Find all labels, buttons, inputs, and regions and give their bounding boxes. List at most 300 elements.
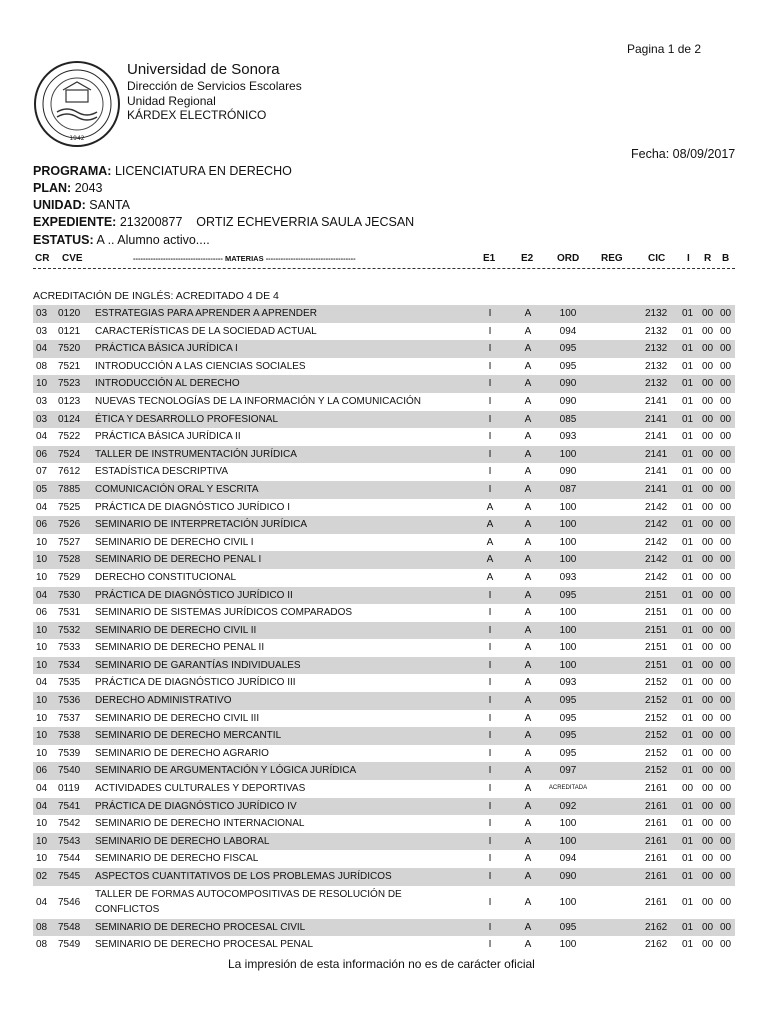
cell-cve: 7524 [58,448,81,460]
cell-b: 00 [720,695,732,707]
cell-mat: SEMINARIO DE ARGUMENTACIÓN Y LÓGICA JURÍDICA [95,765,357,777]
cell-r: 00 [702,607,714,619]
cell-cve: 7544 [58,853,81,865]
cell-b: 00 [720,677,732,689]
cell-e2: A [524,939,532,951]
cell-cr: 10 [35,554,48,566]
cell-r: 00 [702,921,714,933]
cell-e2: A [524,730,532,742]
cell-cve: 7543 [58,835,81,847]
cell-cve: 7528 [58,554,81,566]
cell-e2: A [524,783,532,795]
cell-r: 00 [702,800,714,812]
cell-e1: I [488,730,492,742]
cell-cr: 04 [35,589,48,601]
cell-ord: 093 [559,431,577,443]
cell-cic: 2161 [645,800,668,812]
cell-b: 00 [720,871,732,882]
cell-cic: 2161 [645,818,668,830]
cell-ord: 100 [559,448,577,460]
cell-b: 00 [720,308,732,319]
cell-mat: SEMINARIO DE DERECHO LABORAL [95,835,270,847]
cell-cve: 7536 [58,695,81,707]
cell-cr: 10 [35,571,48,583]
cell-mat: TALLER DE FORMAS AUTOCOMPOSITIVAS DE RESOLUCIÓN DE CONFLICTOS [95,888,402,915]
table-row [33,516,735,534]
cell-e1: I [488,378,492,390]
table-row [33,780,735,798]
cell-cve: 7535 [58,677,81,689]
cell-r: 00 [702,378,714,390]
cell-cve: 0124 [58,413,81,425]
cell-r: 00 [702,853,714,865]
cell-ord: 100 [559,642,577,654]
cell-i: 01 [682,308,694,319]
cell-b: 00 [720,624,732,636]
cell-r: 00 [702,730,714,742]
cell-i: 01 [682,325,694,337]
cell-e2: A [524,413,532,425]
col-cve: CVE [62,253,83,264]
table-row [33,428,735,446]
cell-cr: 10 [35,624,48,636]
cell-cic: 2152 [645,747,668,759]
cell-e2: A [524,677,532,689]
cell-i: 01 [682,765,694,777]
cell-b: 00 [720,431,732,443]
col-e1: E1 [483,253,496,264]
table-row [33,622,735,640]
cell-mat: INTRODUCCIÓN AL DERECHO [95,378,240,390]
cell-r: 00 [702,431,714,443]
cell-r: 00 [702,308,714,319]
cell-cve: 7529 [58,571,81,583]
cell-r: 00 [702,747,714,759]
seal-year: 1942 [69,135,85,142]
cell-b: 00 [720,448,732,460]
cell-e2: A [524,448,532,460]
cell-r: 00 [702,343,714,355]
table-row [33,886,735,919]
cell-cr: 10 [35,730,48,742]
cell-cve: 7523 [58,378,81,390]
header-divider [33,268,735,269]
cell-i: 01 [682,624,694,636]
plan-line [33,181,103,195]
cell-cve: 7527 [58,536,81,548]
cell-b: 00 [720,519,732,531]
cell-mat: SEMINARIO DE DERECHO PROCESAL PENAL [95,939,314,951]
cell-b: 00 [720,853,732,865]
document-title: KÁRDEX ELECTRÓNICO [127,108,267,122]
cell-r: 00 [702,325,714,337]
cell-cic: 2142 [645,519,668,531]
table-row [33,936,735,954]
cell-cve: 7521 [58,360,81,372]
english-accreditation: ACREDITACIÓN DE INGLÉS: ACREDITADO 4 DE 4 [33,290,279,302]
cell-e2: A [524,466,532,478]
programa-line [33,164,292,178]
cell-ord: 093 [559,677,577,689]
cell-e2: A [524,431,532,443]
cell-cic: 2161 [645,835,668,847]
cell-r: 00 [702,448,714,460]
cell-e1: I [488,448,492,460]
cell-ord: 100 [559,659,577,671]
unit-name: Unidad Regional [127,94,216,108]
cell-cve: 0121 [58,325,81,337]
cell-i: 01 [682,343,694,355]
cell-cic: 2161 [645,871,668,882]
cell-b: 00 [720,730,732,742]
cell-r: 00 [702,554,714,566]
table-row [33,850,735,868]
cell-cic: 2152 [645,765,668,777]
cell-e2: A [524,536,532,548]
cell-e1: A [486,571,494,583]
cell-r: 00 [702,536,714,548]
cell-e2: A [524,853,532,865]
cell-cr: 04 [35,783,48,795]
cell-e1: I [488,695,492,707]
cell-b: 00 [720,642,732,654]
cell-cic: 2151 [645,642,668,654]
cell-e2: A [524,360,532,372]
cell-mat: ASPECTOS CUANTITATIVOS DE LOS PROBLEMAS JURÍDICOS [95,871,392,882]
cell-cic: 2141 [645,413,668,425]
cell-cic: 2142 [645,501,668,513]
cell-ord: 085 [559,413,577,425]
cell-r: 00 [702,519,714,531]
cell-cve: 7538 [58,730,81,742]
cell-cr: 03 [35,308,48,319]
cell-e2: A [524,642,532,654]
table-row [33,340,735,358]
cell-i: 01 [682,536,694,548]
cell-r: 00 [702,571,714,583]
cell-e1: I [488,747,492,759]
table-row [33,639,735,657]
cell-ord: 100 [559,536,577,548]
cell-mat: INTRODUCCIÓN A LAS CIENCIAS SOCIALES [95,360,306,372]
cell-cic: 2151 [645,589,668,601]
university-seal-logo [33,60,121,148]
table-row [33,868,735,886]
cell-i: 01 [682,677,694,689]
cell-ord: 100 [559,818,577,830]
cell-e1: I [488,835,492,847]
cell-e1: I [488,431,492,443]
cell-e2: A [524,483,532,495]
table-row [33,499,735,517]
table-row [33,323,735,341]
cell-r: 00 [702,624,714,636]
cell-e1: I [488,783,492,795]
cell-cve: 7549 [58,939,81,951]
cell-cve: 7522 [58,431,81,443]
cell-cr: 10 [35,659,48,671]
cell-i: 01 [682,818,694,830]
cell-cve: 7540 [58,765,81,777]
table-row [33,692,735,710]
cell-cr: 10 [35,853,48,865]
cell-cic: 2141 [645,395,668,407]
cell-cic: 2162 [645,939,668,951]
cell-b: 00 [720,921,732,933]
cell-mat: SEMINARIO DE SISTEMAS JURÍDICOS COMPARADOS [95,607,353,619]
cell-ord: 092 [559,800,577,812]
cell-r: 00 [702,939,714,951]
cell-mat: TALLER DE INSTRUMENTACIÓN JURÍDICA [95,448,297,460]
cell-b: 00 [720,765,732,777]
cell-cve: 7531 [58,607,81,619]
cell-ord: 100 [559,607,577,619]
cell-i: 01 [682,519,694,531]
cell-e2: A [524,325,532,337]
cell-i: 01 [682,939,694,951]
col-b: B [722,253,730,264]
col-cic: CIC [648,253,666,264]
cell-cr: 08 [35,360,48,372]
cell-ord: 093 [559,571,577,583]
cell-r: 00 [702,871,714,882]
cell-b: 00 [720,835,732,847]
cell-e1: I [488,308,492,319]
cell-cic: 2151 [645,607,668,619]
cell-cr: 03 [35,325,48,337]
cell-cve: 7545 [58,871,81,882]
cell-e1: A [486,554,494,566]
cell-e2: A [524,519,532,531]
cell-i: 01 [682,747,694,759]
cell-e1: I [488,360,492,372]
cell-r: 00 [702,413,714,425]
cell-r: 00 [702,818,714,830]
cell-ord: 095 [559,695,577,707]
cell-e1: I [488,413,492,425]
cell-b: 00 [720,483,732,495]
cell-b: 00 [720,395,732,407]
cell-r: 00 [702,896,714,908]
cell-r: 00 [702,659,714,671]
cell-e2: A [524,571,532,583]
cell-ord: 100 [559,501,577,513]
cell-b: 00 [720,747,732,759]
table-row [33,587,735,605]
cell-mat: COMUNICACIÓN ORAL Y ESCRITA [95,483,259,495]
cell-e1: I [488,712,492,724]
cell-cr: 10 [35,712,48,724]
cell-cic: 2142 [645,536,668,548]
cell-mat: SEMINARIO DE DERECHO PENAL II [95,642,265,654]
cell-e2: A [524,624,532,636]
cell-cic: 2151 [645,624,668,636]
cell-ord: 090 [559,466,577,478]
cell-cve: 7546 [58,896,81,908]
cell-mat: SEMINARIO DE DERECHO CIVIL III [95,712,260,724]
cell-mat: SEMINARIO DE DERECHO PROCESAL CIVIL [95,921,306,933]
estatus-label: ESTATUS: [33,233,94,247]
cell-e1: I [488,800,492,812]
cell-ord: 095 [559,360,577,372]
table-row [33,375,735,393]
cell-cve: 7530 [58,589,81,601]
cell-cic: 2132 [645,360,668,372]
cell-e2: A [524,835,532,847]
cell-cic: 2162 [645,921,668,933]
cell-cic: 2132 [645,325,668,337]
cell-cr: 10 [35,536,48,548]
cell-ord: 090 [559,871,577,882]
cell-e1: I [488,642,492,654]
cell-e2: A [524,378,532,390]
cell-mat: CARACTERÍSTICAS DE LA SOCIEDAD ACTUAL [95,325,317,337]
cell-mat: SEMINARIO DE INTERPRETACIÓN JURÍDICA [95,519,308,531]
cell-i: 01 [682,466,694,478]
cell-mat: SEMINARIO DE DERECHO CIVIL I [95,536,254,548]
table-row [33,798,735,816]
cell-e1: I [488,483,492,495]
cell-e1: I [488,466,492,478]
cell-cve: 0120 [58,308,81,319]
cell-i: 01 [682,712,694,724]
cell-i: 01 [682,589,694,601]
cell-r: 00 [702,677,714,689]
cell-e1: I [488,659,492,671]
estatus-value: A .. Alumno activo.... [96,233,210,247]
cell-cr: 10 [35,747,48,759]
col-ord: ORD [557,253,580,264]
cell-ord: 100 [559,308,577,319]
cell-cr: 04 [35,343,48,355]
col-materias: ------------------------------------ MATERIAS ------------------------------------ [133,254,356,263]
cell-cve: 7525 [58,501,81,513]
cell-mat: ESTRATEGIAS PARA APRENDER A APRENDER [95,308,317,319]
cell-e2: A [524,896,532,908]
table-row [33,604,735,622]
cell-cr: 06 [35,448,48,460]
cell-cic: 2152 [645,677,668,689]
cell-i: 01 [682,871,694,882]
cell-cr: 10 [35,695,48,707]
cell-b: 00 [720,712,732,724]
programa-label: PROGRAMA: [33,164,112,178]
cell-b: 00 [720,554,732,566]
table-row [33,411,735,429]
plan-label: PLAN: [33,181,72,195]
cell-ord: 100 [559,554,577,566]
cell-cic: 2152 [645,730,668,742]
cell-cic: 2161 [645,853,668,865]
cell-mat: DERECHO ADMINISTRATIVO [95,695,232,707]
cell-i: 01 [682,896,694,908]
cell-cve: 7533 [58,642,81,654]
cell-mat: ESTADÍSTICA DESCRIPTIVA [95,466,228,478]
cell-i: 01 [682,360,694,372]
cell-cr: 04 [35,501,48,513]
cell-cr: 04 [35,896,48,908]
cell-mat: PRÁCTICA DE DIAGNÓSTICO JURÍDICO I [95,501,291,513]
cell-e1: I [488,818,492,830]
cell-cr: 02 [35,871,48,882]
cell-ord: 095 [559,712,577,724]
cell-cve: 7548 [58,921,81,933]
table-row [33,710,735,728]
cell-e2: A [524,921,532,933]
cell-i: 01 [682,800,694,812]
cell-b: 00 [720,360,732,372]
cell-ord: 095 [559,730,577,742]
cell-i: 01 [682,695,694,707]
cell-r: 00 [702,765,714,777]
cell-i: 01 [682,730,694,742]
cell-e2: A [524,695,532,707]
cell-i: 01 [682,607,694,619]
cell-cr: 10 [35,835,48,847]
cell-r: 00 [702,395,714,407]
cell-b: 00 [720,571,732,583]
cell-b: 00 [720,413,732,425]
plan-value: 2043 [74,181,103,195]
cell-e1: I [488,921,492,933]
cell-e1: I [488,939,492,951]
cell-cic: 2132 [645,378,668,390]
cell-b: 00 [720,343,732,355]
col-cr: CR [35,253,50,264]
cell-mat: SEMINARIO DE DERECHO CIVIL II [95,624,257,636]
table-row [33,674,735,692]
cell-e1: I [488,589,492,601]
cell-cic: 2141 [645,483,668,495]
cell-b: 00 [720,589,732,601]
cell-cr: 03 [35,395,48,407]
cell-cve: 7532 [58,624,81,636]
cell-mat: SEMINARIO DE GARANTÍAS INDIVIDUALES [95,659,301,671]
cell-mat: PRÁCTICA DE DIAGNÓSTICO JURÍDICO III [95,677,296,689]
cell-i: 01 [682,431,694,443]
cell-cic: 2141 [645,466,668,478]
cell-i: 01 [682,448,694,460]
cell-r: 00 [702,835,714,847]
expediente-label: EXPEDIENTE: [33,215,117,229]
cell-cr: 06 [35,519,48,531]
cell-cic: 2132 [645,343,668,355]
cell-mat: NUEVAS TECNOLOGÍAS DE LA INFORMACIÓN Y LA COMUNICACIÓN [95,395,421,407]
table-header [33,253,735,267]
print-date: Fecha: 08/09/2017 [631,147,736,161]
unidad-label: UNIDAD: [33,198,86,212]
table-row [33,833,735,851]
cell-cr: 08 [35,939,48,951]
cell-mat: PRÁCTICA DE DIAGNÓSTICO JURÍDICO II [95,589,293,601]
cell-ord: 095 [559,747,577,759]
cell-i: 01 [682,554,694,566]
cell-cve: 0119 [58,783,80,795]
cell-e1: I [488,871,492,882]
cell-i: 00 [682,783,694,795]
cell-e1: I [488,624,492,636]
table-row [33,815,735,833]
cell-cr: 05 [35,483,48,495]
cell-b: 00 [720,896,732,908]
department-name: Dirección de Servicios Escolares [127,79,302,93]
cell-cr: 06 [35,607,48,619]
cell-e2: A [524,659,532,671]
cell-ord: 094 [559,325,577,337]
cell-i: 01 [682,853,694,865]
cell-i: 01 [682,835,694,847]
cell-mat: PRÁCTICA BÁSICA JURÍDICA I [95,343,238,355]
